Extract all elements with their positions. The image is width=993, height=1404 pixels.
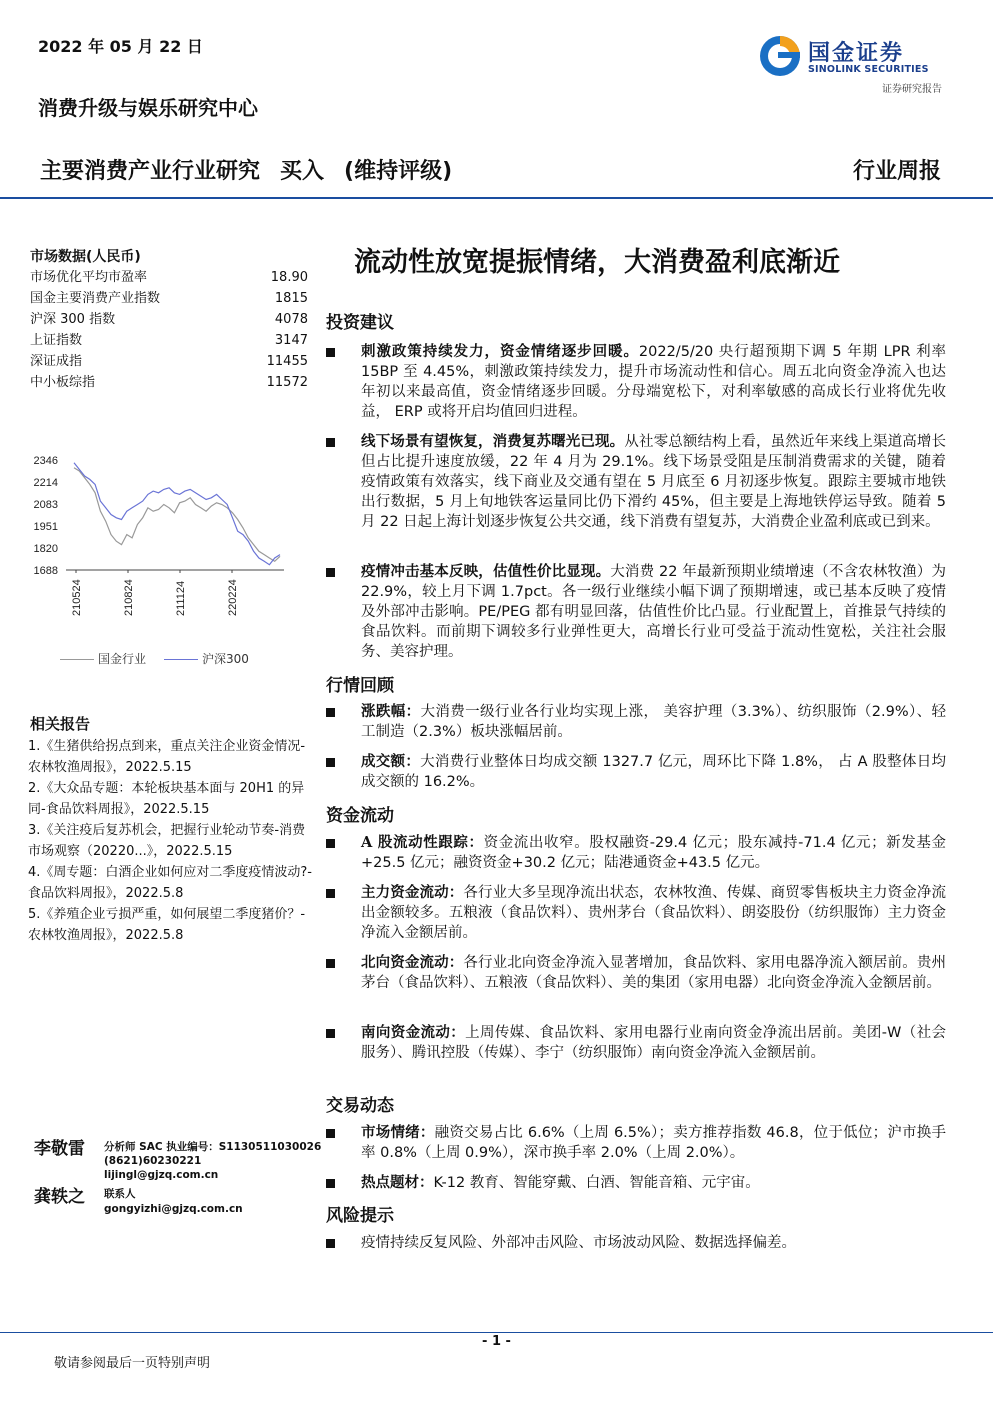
market-row (30, 267, 308, 288)
contact-name: 龚轶之 (34, 1187, 85, 1207)
header-divider (0, 197, 993, 199)
market-label: 市场优化平均市盈率 (30, 270, 148, 285)
related-report-item[interactable]: 5.《养殖企业亏损严重，如何展望二季度猪价？-农林牧渔周报》，2022.5.8 (28, 907, 306, 943)
rating: 买入 (280, 159, 325, 184)
related-report-item[interactable]: 1.《生猪供给拐点到来，重点关注企业资金情况-农林牧渔周报》，2022.5.15 (28, 739, 306, 775)
bullet-bold: 涨跌幅： (361, 703, 421, 720)
bullet-text: 融资交易占比 6.6%（上周 6.5%）；卖方推荐指数 46.8，位于低位；沪市换手率 0.8%（上周 0.9%），深市换手率 2.0%（上周 2.0%）。 (361, 1125, 947, 1161)
market-value: 3147 (274, 333, 308, 348)
market-value: 11572 (266, 375, 308, 390)
bullet-item (326, 1173, 946, 1193)
bullet-text: 上周传媒、食品饮料、家用电器行业南向资金净流出居前。美团-W（社会服务）、腾讯控股（传媒）、李宁（纺织服饰）南向资金净流入金额居前。 (361, 1025, 946, 1061)
section-heading: 风险提示 (326, 1206, 394, 1226)
bullet-item (326, 953, 946, 993)
legend-swatch-grey (60, 659, 94, 660)
y-tick-label: 2346 (33, 455, 58, 467)
y-tick-label: 1951 (33, 521, 58, 534)
market-row (30, 372, 308, 393)
section-heading: 资金流动 (326, 806, 394, 826)
bullet-square-icon (326, 758, 335, 767)
bullet-text: 2022/5/20 央行超预期下调 5 年期 LPR 利率 15BP 至 4.45%，刺激政策持续发力，提升市场流动性和信心。周五北向资金净流入也达年初以来最高值，资金情绪逐步回暖。分母端宽松下，对利率敏感的高成长行业将优先收益， ERP 或将开启均值回归进程。 (361, 344, 947, 420)
logo-subtitle: 证券研究报告 (882, 84, 942, 95)
bullet-item (326, 752, 946, 792)
bullet-text: 从社零总额结构上看，虽然近年来线上渠道高增长但占比提升速度放缓，22 年 4 月为 29.1%。线下场景受阻是压制消费需求的关键，随着疫情政策有效落实，线下商业及交通有望在 5 月底至 6 月初逐步恢复。跟踪主要城市地铁出行数据，5 月上旬地铁客运量同比仍下滑约 45%，但主要是上海地铁停运导致。随着 5 月 22 日起上海计划逐步恢复公共交通，线下消费有望复苏，大消费企业盈利底或已到来。 (361, 434, 947, 530)
bullet-item (326, 1023, 946, 1063)
series-line-1 (74, 463, 280, 565)
x-tick-label: 211124 (175, 580, 187, 616)
bullet-text: 各行业北向资金净流入显著增加，食品饮料、家用电器净流入额居前。贵州茅台（食品饮料）、五粮液（食品饮料）、美的集团（家用电器）北向资金净流入金额居前。 (361, 955, 947, 991)
bullet-square-icon (326, 348, 335, 357)
bullet-bold: 南向资金流动： (361, 1024, 466, 1041)
bullet-text: 资金流出收窄。股权融资-29.4 亿元；股东减持-71.4 亿元；新发基金+25.5 亿元；融资资金+30.2 亿元；陆港通资金+43.5 亿元。 (361, 835, 946, 871)
market-value: 18.90 (270, 270, 308, 285)
bullet-square-icon (326, 1029, 335, 1038)
analyst-phone: (8621)60230221 (104, 1155, 202, 1167)
bullet-text: 大消费行业整体日均成交额 1327.7 亿元，周环比下降 1.8%， 占 A 股整体日均成交额的 16.2%。 (361, 754, 946, 790)
market-label: 中小板综指 (30, 375, 96, 390)
bullet-item (326, 702, 946, 742)
market-data-title: 市场数据(人民币) (30, 249, 141, 265)
y-tick-label: 2214 (33, 477, 58, 490)
legend-label: 国金行业 (98, 652, 147, 666)
bullet-item (326, 1123, 946, 1163)
series-line-0 (74, 468, 280, 562)
bullet-square-icon (326, 1239, 335, 1248)
contact-email[interactable]: gongyizhi@gjzq.com.cn (104, 1203, 243, 1215)
bullet-item (326, 833, 946, 873)
footer-divider (0, 1332, 993, 1333)
bullet-item (326, 432, 946, 532)
related-report-item[interactable]: 3.《关注疫后复苏机会，把握行业轮动节奏-消费市场观察（20220...》，2022.5.15 (28, 823, 306, 859)
market-row (30, 351, 308, 372)
bullet-square-icon (326, 1179, 335, 1188)
related-reports-title: 相关报告 (30, 715, 91, 733)
bullet-text: K-12 教育、智能穿戴、白酒、智能音箱、元宇宙。 (433, 1175, 760, 1191)
bullet-square-icon (326, 1129, 335, 1138)
market-label: 国金主要消费产业指数 (30, 291, 161, 306)
market-row (30, 330, 308, 351)
logo-english: SINOLINK SECURITIES (808, 64, 929, 75)
bullet-bold: 热点题材： (361, 1174, 434, 1191)
market-label: 沪深 300 指数 (30, 312, 116, 327)
x-tick-label: 210824 (123, 579, 135, 616)
legend-swatch-blue (164, 659, 198, 660)
industry-rating (40, 154, 472, 185)
research-center: 消费升级与娱乐研究中心 (38, 96, 258, 120)
market-value: 1815 (274, 291, 308, 306)
logo-mark-icon (756, 32, 804, 80)
bullet-bold: 成交额： (361, 753, 421, 770)
bullet-text: 疫情持续反复风险、外部冲击风险、市场波动风险、数据选择偏差。 (361, 1235, 796, 1251)
bullet-square-icon (326, 708, 335, 717)
disclaimer: 敬请参阅最后一页特别声明 (54, 1356, 211, 1371)
legend-item-hs300 (164, 650, 249, 667)
market-value: 11455 (266, 354, 308, 369)
index-line-chart (28, 444, 290, 674)
main-title: 流动性放宽提振情绪，大消费盈利底渐近 (354, 247, 840, 278)
bullet-bold: 主力资金流动： (361, 884, 464, 901)
rating-note: (维持评级) (344, 159, 453, 184)
bullet-square-icon (326, 959, 335, 968)
y-tick-label: 1688 (33, 565, 58, 577)
market-data-table (30, 267, 308, 393)
bullet-square-icon (326, 438, 335, 447)
company-logo (756, 30, 946, 95)
bullet-item (326, 562, 946, 662)
x-tick-label: 220224 (227, 579, 239, 616)
bullet-item (326, 342, 946, 422)
analyst-email[interactable]: lijingl@gjzq.com.cn (104, 1169, 219, 1181)
contact-role: 联系人 (104, 1188, 136, 1200)
legend-item-industry (60, 650, 146, 667)
bullet-bold: 线下场景有望恢复，消费复苏曙光已现。 (361, 433, 625, 450)
bullet-bold: 刺激政策持续发力，资金情绪逐步回暖。 (361, 343, 639, 360)
related-reports-list (28, 736, 318, 946)
bullet-square-icon (326, 568, 335, 577)
bullet-text: 大消费一级行业各行业均实现上涨， 美容护理（3.3%）、纺织服饰（2.9%）、轻工制造（2.3%）板块涨幅居前。 (361, 704, 946, 740)
x-tick-label: 210524 (71, 579, 83, 616)
related-report-item[interactable]: 2.《大众品专题：本轮板块基本面与 20H1 的异同-食品饮料周报》，2022.5.15 (28, 781, 305, 817)
market-label: 上证指数 (30, 333, 83, 348)
legend-label: 沪深300 (202, 652, 249, 666)
market-label: 深证成指 (30, 354, 83, 369)
industry-name: 主要消费产业行业研究 (40, 159, 261, 184)
report-date: 2022 年 05 月 22 日 (38, 37, 203, 56)
y-tick-label: 1820 (33, 542, 58, 555)
bullet-bold: 北向资金流动： (361, 954, 464, 971)
section-heading: 行情回顾 (326, 676, 394, 696)
y-tick-label: 2083 (33, 498, 58, 511)
bullet-square-icon (326, 889, 335, 898)
analyst-name: 李敬雷 (34, 1139, 85, 1159)
logo-name: 国金证券 (808, 41, 905, 66)
bullet-item (326, 883, 946, 943)
bullet-item (326, 1233, 946, 1253)
bullet-square-icon (326, 839, 335, 848)
bullet-bold: A 股流动性跟踪： (361, 834, 484, 851)
market-row (30, 288, 308, 309)
market-row (30, 309, 308, 330)
section-heading: 交易动态 (326, 1096, 394, 1116)
bullet-bold: 疫情冲击基本反映，估值性价比显现。 (361, 563, 611, 580)
analyst-sac: 分析师 SAC 执业编号：S1130511030026 (104, 1141, 322, 1153)
market-value: 4078 (274, 312, 308, 327)
report-type: 行业周报 (852, 158, 941, 184)
section-heading: 投资建议 (326, 313, 394, 333)
bullet-text: 大消费 22 年最新预期业绩增速（不含农林牧渔）为 22.9%，较上月下调 1.7pct。各一级行业继续小幅下调了预期增速，或已基本反映了疫情及外部冲击影响。PE/PEG 都有明显回落，估值性价比凸显。行业配置上，首推景气持续的食品饮料。而前期下调较多行业弹性更大，高增长行业可受益于流动性宽松，关注社会服务、美容护理。 (361, 564, 947, 660)
bullet-bold: 市场情绪： (361, 1124, 435, 1141)
page-number: - 1 - (482, 1334, 511, 1349)
bullet-text: 各行业大多呈现净流出状态，农林牧渔、传媒、商贸零售板块主力资金净流出金额较多。五粮液（食品饮料）、贵州茅台（食品饮料）、朗姿股份（纺织服饰）主力资金净流入金额居前。 (361, 885, 947, 941)
related-report-item[interactable]: 4.《周专题：白酒企业如何应对二季度疫情波动?-食品饮料周报》，2022.5.8 (28, 865, 312, 901)
chart-legend (60, 650, 249, 667)
